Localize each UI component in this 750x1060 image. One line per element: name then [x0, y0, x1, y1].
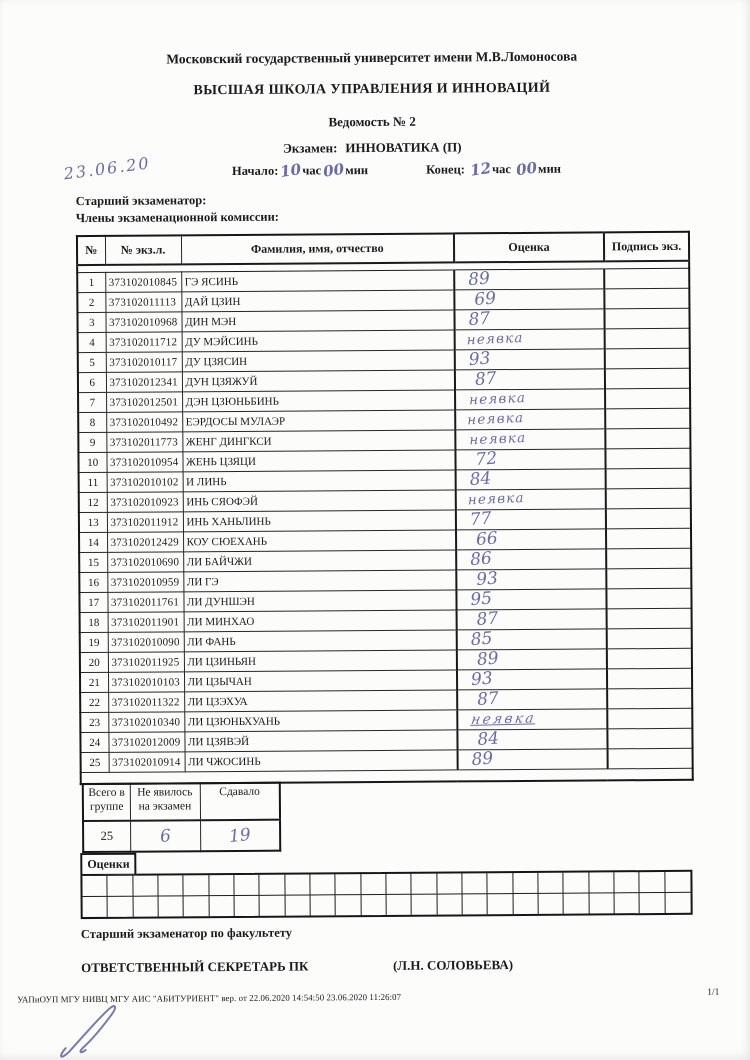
signature-cell: [607, 648, 692, 669]
signature-cell: [606, 488, 691, 509]
school-title: ВЫСШАЯ ШКОЛА УПРАВЛЕНИЯ И ИННОВАЦИЙ: [193, 80, 551, 99]
marks-grid-cell: [589, 893, 614, 913]
col-header-signature: Подпись экз.: [604, 232, 689, 262]
student-name: ЛИ ФАНЬ: [184, 630, 457, 652]
grade-cell: [457, 609, 607, 630]
handwritten-grade: 77: [469, 507, 493, 530]
student-name: ДАЙ ЦЗИН: [181, 290, 454, 312]
exam-id: 373102010968: [105, 312, 181, 333]
handwritten-grade: неявка: [466, 409, 525, 429]
summary-header-passed: Сдавало: [200, 783, 280, 821]
grade-cell: [455, 429, 605, 450]
handwritten-grade: 93: [475, 567, 499, 590]
row-number: 23: [80, 712, 108, 732]
grades-table: [76, 231, 694, 785]
summary-absent-value: 6: [130, 820, 200, 851]
row-number: 6: [78, 372, 106, 392]
exam-id: 373102011322: [108, 692, 184, 713]
handwritten-grade: 93: [468, 347, 492, 370]
exam-id: 373102011761: [107, 592, 183, 613]
signature-cell: [606, 548, 691, 569]
student-name: ДУ ЦЗЯСИН: [182, 350, 455, 372]
marks-grid-cell: [285, 895, 310, 915]
marks-grid-cell: [361, 895, 386, 915]
col-header-grade: Оценка: [454, 232, 604, 262]
exam-id: 373102012341: [106, 372, 182, 393]
row-number: 19: [80, 632, 108, 652]
marks-grid-cell: [589, 872, 614, 893]
marks-grid-cell: [564, 873, 589, 894]
marks-grid-cell: [336, 895, 361, 915]
marks-grid-cell: [513, 894, 538, 914]
marks-grid-cell: [82, 876, 107, 897]
grade-cell: [455, 389, 605, 410]
student-name: ЛИ ЦЗИНЬЯН: [184, 650, 457, 672]
grade-cell: [455, 409, 605, 430]
handwritten-grade: 87: [476, 687, 500, 710]
marks-grid-cell: [108, 897, 133, 917]
marks-grid-cell: [412, 874, 437, 895]
exam-id: 373102010923: [107, 492, 183, 513]
student-name: ЛИ ЦЗЫЧАН: [184, 670, 457, 692]
marks-grid-cell: [386, 874, 411, 895]
exam-id: 373102010102: [107, 472, 183, 493]
marks-grid-cell: [209, 875, 234, 896]
hour-label: час: [302, 163, 322, 178]
grade-cell: [455, 369, 605, 390]
grade-cell: [456, 549, 606, 570]
summary-table: [82, 782, 281, 853]
handwritten-grade: неявка: [466, 329, 524, 349]
col-header-name: Фамилия, имя, отчество: [181, 233, 454, 264]
signature-cell: [605, 388, 690, 409]
handwritten-grade: 86: [469, 547, 493, 570]
student-name: ЖЕНЬ ЦЗЯЦИ: [182, 450, 455, 472]
exam-id: 373102011912: [107, 512, 183, 533]
row-number: 14: [79, 532, 107, 552]
student-name: КОУ СЮЕХАНЬ: [183, 530, 456, 552]
exam-id: 373102010090: [108, 632, 184, 653]
marks-grid-cell: [437, 894, 462, 914]
handwritten-grade: 87: [475, 607, 499, 630]
handwritten-grade: 89: [476, 647, 500, 670]
handwritten-grade: 95: [469, 587, 493, 610]
marks-grid-cell: [235, 896, 260, 916]
row-number: 22: [80, 692, 108, 712]
student-rows: [77, 261, 693, 784]
marks-grid-cell: [209, 896, 234, 916]
marks-label: Оценки: [80, 853, 136, 875]
committee-label: Члены экзаменационной комиссии:: [75, 209, 279, 226]
grade-cell: [457, 689, 607, 710]
row-number: 21: [80, 672, 108, 692]
marks-grid-cell: [311, 895, 336, 915]
handwritten-grade: 93: [470, 667, 494, 690]
signature-cell: [605, 448, 690, 469]
system-info-line: УАПиОУП МГУ НИВЦ МГУ АИС "АБИТУРИЕНТ" вер. от 22.06.2020 14:54:50 23.06.2020 11:26:07: [17, 991, 402, 1005]
handwritten-end-hour: 12: [468, 158, 492, 180]
student-name: ИНЬ СЯОФЭЙ: [183, 490, 456, 512]
handwritten-grade: 85: [470, 627, 494, 650]
student-name: ЛИ ЦЗЭХУА: [184, 690, 457, 712]
grade-cell: [454, 269, 604, 290]
row-number: 4: [78, 332, 106, 352]
student-name: ЛИ БАЙЧЖИ: [183, 550, 456, 572]
marks-grid-cell: [463, 894, 488, 914]
student-name: ЛИ ЧЖОСИНЬ: [185, 750, 458, 772]
signature-cell: [604, 308, 689, 329]
row-number: 13: [79, 512, 107, 532]
marks-grid-cell: [412, 895, 437, 915]
end-label: Конец:: [426, 162, 465, 177]
marks-grid-cell: [260, 896, 285, 916]
senior-examiner-label: Старший экзаменатор:: [75, 193, 207, 209]
handwritten-end-min: 00: [514, 158, 538, 180]
signature-cell: [605, 328, 690, 349]
signature-cell: [605, 428, 690, 449]
exam-id: 373102010117: [106, 352, 182, 373]
signature-cell: [606, 468, 691, 489]
marks-grid-cell: [437, 873, 462, 894]
student-name: ЛИ ЦЗЯВЭЙ: [184, 730, 457, 752]
marks-grid-cell: [83, 897, 108, 917]
student-name: ДИН МЭН: [181, 310, 454, 332]
row-number: 5: [78, 352, 106, 372]
marks-grid-cell: [640, 893, 665, 913]
signature-cell: [608, 748, 693, 769]
signature-cell: [604, 288, 689, 309]
marks-grid-cell: [614, 872, 639, 893]
signature-cell: [607, 688, 692, 709]
marks-grid-cell: [260, 875, 285, 896]
exam-id: 373102010690: [107, 552, 183, 573]
signature-cell: [607, 628, 692, 649]
marks-grid-cell: [615, 893, 640, 913]
grade-cell: [454, 289, 604, 310]
exam-id: 373102011712: [106, 332, 182, 353]
signature-cell: [606, 568, 691, 589]
marks-grid-cell: [539, 894, 564, 914]
marks-grid-cell: [361, 874, 386, 895]
exam-id: 373102012501: [106, 392, 182, 413]
handwritten-grade: неявка: [468, 389, 527, 409]
exam-id: 373102012009: [108, 732, 184, 753]
handwritten-date: 23.06.20: [62, 153, 152, 184]
marks-grid-cell: [665, 872, 690, 893]
marks-grid-cell: [488, 873, 513, 894]
marks-grid-cell: [158, 875, 183, 896]
marks-grid-cell: [310, 874, 335, 895]
marks-grid-cell: [159, 896, 184, 916]
student-name: ГЭ ЯСИНЬ: [181, 270, 454, 292]
student-name: ЛИ ЦЗЮНЬХУАНЬ: [184, 710, 457, 732]
min-label: мин: [345, 163, 369, 178]
signature-cell: [607, 708, 692, 729]
exam-id: 373102011925: [108, 652, 184, 673]
row-number: 18: [80, 612, 108, 632]
grade-cell: [456, 489, 606, 510]
row-number: 24: [80, 732, 108, 752]
student-name: ДУН ЦЗЯЖУЙ: [182, 370, 455, 392]
exam-id: 373102011113: [105, 292, 181, 313]
row-number: 3: [77, 312, 105, 332]
student-name: ЖЕНГ ДИНГКСИ: [182, 430, 455, 452]
grade-cell: [456, 589, 606, 610]
exam-id: 373102012429: [107, 532, 183, 553]
summary-passed-value: 19: [200, 820, 280, 852]
handwritten-grade: 72: [474, 447, 498, 470]
exam-id: 373102010954: [106, 452, 182, 473]
marks-grid-cell: [108, 876, 133, 897]
exam-label: Экзамен:: [283, 140, 338, 156]
handwritten-signature: [49, 1002, 139, 1060]
row-number: 20: [80, 652, 108, 672]
grade-cell: [454, 309, 604, 330]
secretary-name: (Л.Н. СОЛОВЬЕВА): [392, 957, 514, 973]
grades-table-header: [77, 232, 689, 265]
signature-cell: [605, 408, 690, 429]
exam-id: 373102010492: [106, 412, 182, 433]
grade-cell: [457, 669, 607, 690]
handwritten-start-min: 00: [321, 159, 345, 181]
marks-grid-cell: [285, 874, 310, 895]
summary-header-absent: Не явилось на экзамен: [130, 783, 200, 820]
exam-id: 373102010959: [107, 572, 183, 593]
row-number: 10: [78, 452, 106, 472]
exam-id: 373102010845: [105, 272, 181, 293]
row-number: 11: [79, 472, 107, 492]
handwritten-grade: неявка: [469, 710, 538, 728]
examiner-labels: [76, 192, 279, 227]
senior-faculty-label: Старший экзаменатор по факультету: [80, 925, 293, 942]
marks-grid-cell: [665, 893, 690, 913]
row-number: 1: [77, 272, 105, 292]
signature-cell: [607, 668, 692, 689]
marks-grid-cell: [564, 894, 589, 914]
marks-grid-cell: [488, 894, 513, 914]
grade-cell: [457, 629, 607, 650]
secretary-label: ОТВЕТСТВЕННЫЙ СЕКРЕТАРЬ ПК: [80, 958, 309, 976]
exam-id: 373102010103: [108, 672, 184, 693]
marks-grid-cell: [133, 897, 158, 917]
handwritten-grade: 66: [475, 527, 499, 550]
student-name: ЕЭРДОСЫ МУЛАЭР: [182, 410, 455, 432]
signature-cell: [606, 528, 691, 549]
handwritten-grade: 89: [470, 747, 494, 770]
exam-id: 373102010340: [108, 712, 184, 733]
student-name: ИНЬ ХАНЬЛИНЬ: [183, 510, 456, 532]
signature-cell: [605, 348, 690, 369]
signature-cell: [607, 728, 692, 749]
marks-grid-cell: [184, 896, 209, 916]
marks-grid-cell: [336, 874, 361, 895]
exam-name: ИННОВАТИКА (П): [345, 139, 462, 156]
grade-cell: [457, 649, 607, 670]
student-name: И ЛИНЬ: [183, 470, 456, 492]
start-label: Начало:: [231, 163, 279, 178]
col-header-num: №: [77, 236, 105, 265]
signature-cell: [607, 608, 692, 629]
row-number: 9: [78, 432, 106, 452]
marks-grid-cell: [133, 876, 158, 897]
handwritten-grade: 84: [476, 727, 500, 750]
grade-cell: [458, 749, 608, 770]
handwritten-grade: 89: [467, 267, 491, 290]
row-number: 25: [81, 752, 109, 772]
student-name: ЛИ ГЭ: [183, 570, 456, 592]
signature-stroke: [49, 1002, 139, 1060]
row-number: 15: [79, 552, 107, 572]
grade-cell: [455, 349, 605, 370]
exam-id: 373102011773: [106, 432, 182, 453]
grade-cell: [456, 529, 606, 550]
grade-cell: [456, 469, 606, 490]
marks-grid-cell: [462, 873, 487, 894]
handwritten-grade: 84: [468, 467, 493, 490]
handwritten-grade: неявка: [467, 489, 526, 509]
page-number: 1/1: [707, 987, 720, 998]
signature-cell: [606, 588, 691, 609]
marks-grid: [80, 870, 692, 919]
row-number: 2: [77, 292, 105, 312]
grade-cell: [457, 709, 607, 730]
grade-cell: [457, 729, 607, 750]
marks-grid-cell: [513, 873, 538, 894]
min-label-2: мин: [537, 161, 561, 176]
hour-label-2: час: [491, 162, 511, 177]
marks-grid-cell: [234, 875, 259, 896]
signature-cell: [605, 368, 690, 389]
signature-cell: [606, 508, 691, 529]
handwritten-grade: 87: [467, 307, 491, 330]
grade-cell: [456, 509, 606, 530]
marks-grid-cell: [538, 873, 563, 894]
marks-grid-cell: [387, 895, 412, 915]
row-number: 16: [79, 572, 107, 592]
student-name: ДЭН ЦЗЮНЬБИНЬ: [182, 390, 455, 412]
row-number: 12: [79, 492, 107, 512]
university-title: Московский государственный университет имени М.В.Ломоносова: [166, 48, 578, 67]
marks-grid-cell: [640, 872, 665, 893]
student-name: ДУ МЭЙСИНЬ: [182, 330, 455, 352]
student-name: ЛИ ДУНШЭН: [183, 590, 456, 612]
col-header-exam-id: № экз.л.: [105, 235, 181, 265]
row-number: 8: [78, 412, 106, 432]
sheet-title: Ведомость № 2: [328, 113, 416, 130]
row-number: 7: [78, 392, 106, 412]
signature-cell: [604, 268, 689, 289]
marks-grid-cell: [184, 875, 209, 896]
row-number: 17: [79, 592, 107, 612]
grade-cell: [455, 449, 605, 470]
summary-total-value: 25: [83, 821, 130, 852]
handwritten-grade: 69: [473, 287, 497, 310]
summary-header-total: Всего в группе: [83, 784, 130, 821]
exam-id: 373102010914: [109, 752, 185, 773]
exam-line: [0, 137, 747, 158]
marks-section: [80, 849, 692, 919]
handwritten-grade: неявка: [469, 429, 527, 449]
grade-cell: [456, 569, 606, 590]
exam-id: 373102011901: [108, 612, 184, 633]
grade-cell: [455, 329, 605, 350]
handwritten-start-hour: 10: [278, 160, 303, 181]
student-name: ЛИ МИНХАО: [184, 610, 457, 632]
handwritten-grade: 87: [474, 367, 498, 390]
